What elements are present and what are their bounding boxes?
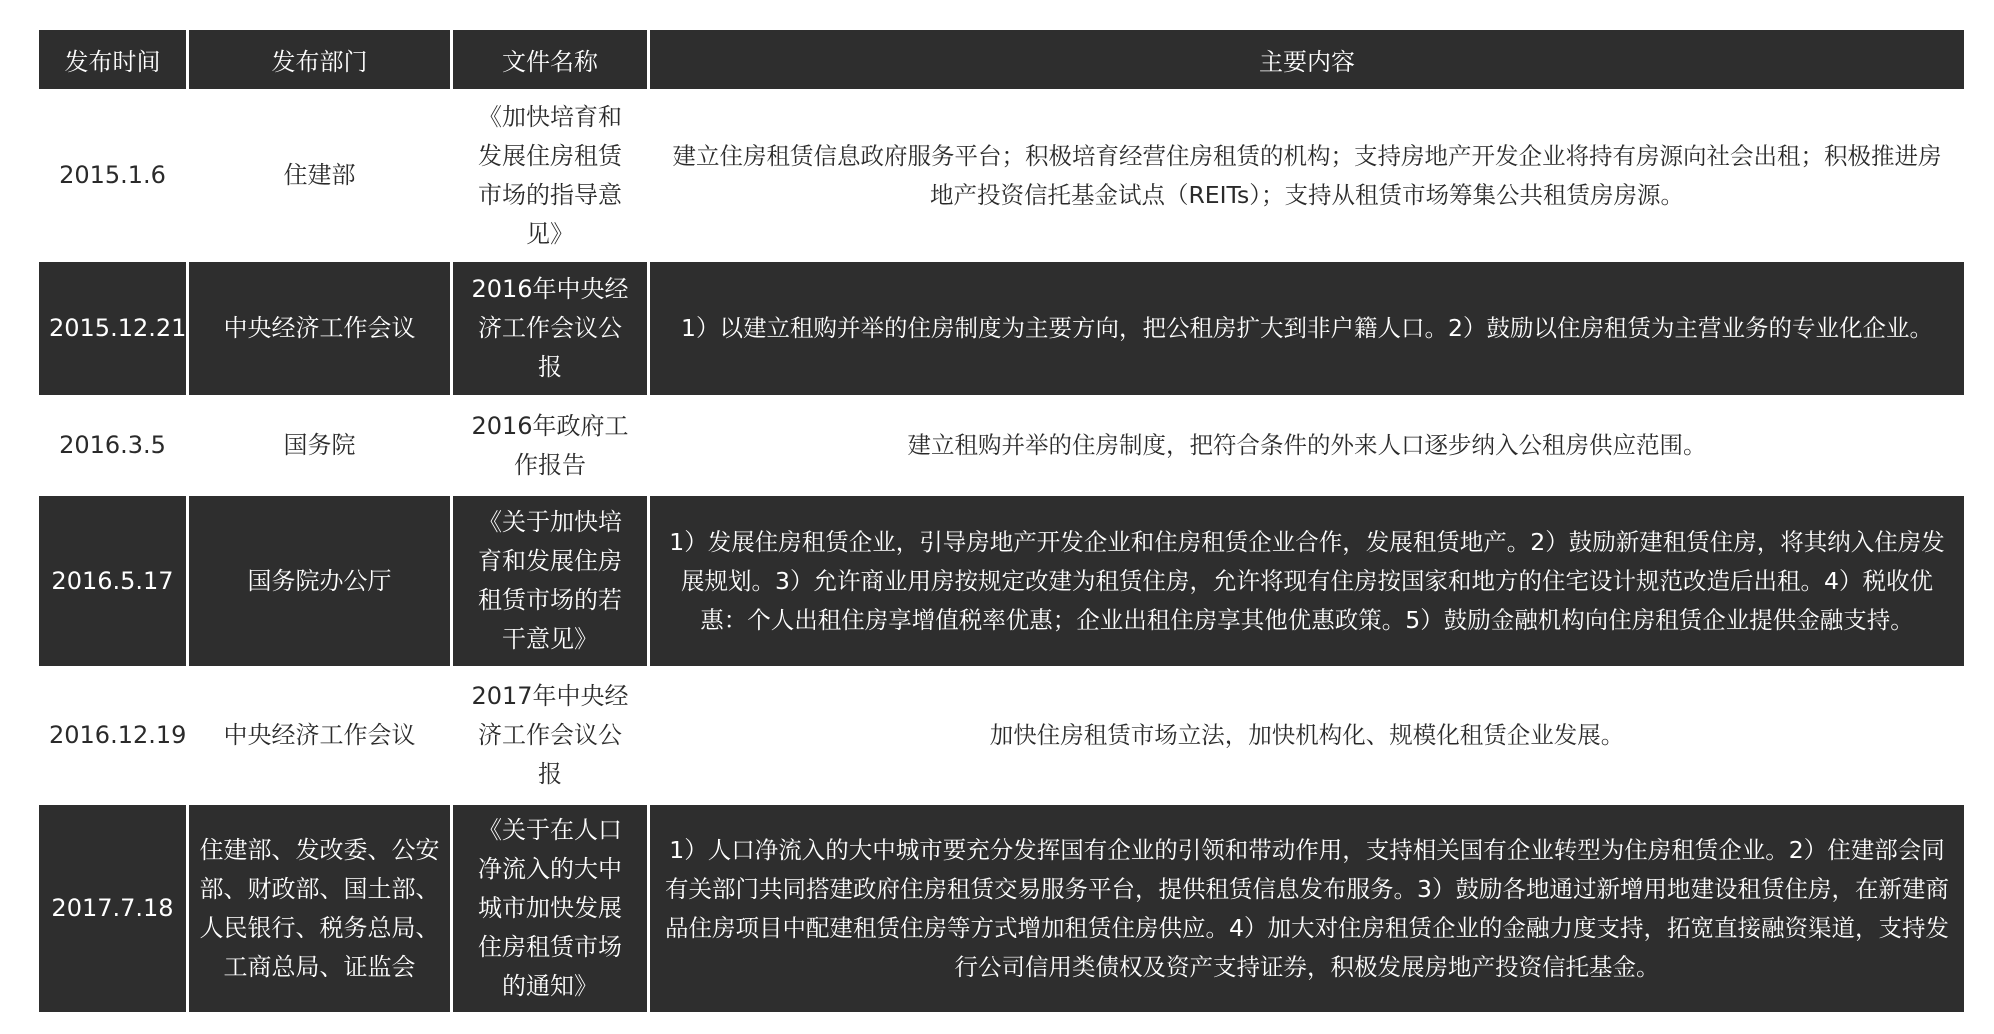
table-row	[39, 496, 1964, 666]
table-row	[39, 92, 1964, 259]
cell-department: 国务院	[189, 398, 450, 493]
cell-document: 2016年政府工作报告	[453, 398, 647, 493]
cell-document: 2016年中央经济工作会议公报	[453, 262, 647, 395]
cell-document: 《关于在人口净流入的大中城市加快发展住房租赁市场的通知》	[453, 805, 647, 1012]
cell-content: 1）以建立租购并举的住房制度为主要方向，把公租房扩大到非户籍人口。2）鼓励以住房租赁为主营业务的专业化企业。	[650, 262, 1964, 395]
header-date: 发布时间	[39, 30, 186, 89]
cell-date: 2015.12.21	[39, 262, 186, 395]
cell-department: 中央经济工作会议	[189, 262, 450, 395]
cell-content: 1）人口净流入的大中城市要充分发挥国有企业的引领和带动作用，支持相关国有企业转型为住房租赁企业。2）住建部会同有关部门共同搭建政府住房租赁交易服务平台，提供租赁信息发布服务。3）鼓励各地通过新增用地建设租赁住房，在新建商品住房项目中配建租赁住房等方式增加租赁住房供应。4）加大对住房租赁企业的金融力度支持，拓宽直接融资渠道，支持发行公司信用类债权及资产支持证券，积极发展房地产投资信托基金。	[650, 805, 1964, 1012]
header-department: 发布部门	[189, 30, 450, 89]
policy-table	[36, 27, 1967, 1015]
cell-document: 《加快培育和发展住房租赁市场的指导意见》	[453, 92, 647, 259]
table-row	[39, 262, 1964, 395]
cell-date: 2016.5.17	[39, 496, 186, 666]
table-row	[39, 669, 1964, 802]
table-row	[39, 398, 1964, 493]
cell-document: 2017年中央经济工作会议公报	[453, 669, 647, 802]
cell-content: 加快住房租赁市场立法，加快机构化、规模化租赁企业发展。	[650, 669, 1964, 802]
cell-content: 1）发展住房租赁企业，引导房地产开发企业和住房租赁企业合作，发展租赁地产。2）鼓励新建租赁住房，将其纳入住房发展规划。3）允许商业用房按规定改建为租赁住房，允许将现有住房按国家和地方的住宅设计规范改造后出租。4）税收优惠：个人出租住房享增值税率优惠；企业出租住房享其他优惠政策。5）鼓励金融机构向住房租赁企业提供金融支持。	[650, 496, 1964, 666]
cell-date: 2016.12.19	[39, 669, 186, 802]
header-content: 主要内容	[650, 30, 1964, 89]
cell-date: 2015.1.6	[39, 92, 186, 259]
cell-date: 2017.7.18	[39, 805, 186, 1012]
cell-date: 2016.3.5	[39, 398, 186, 493]
cell-document: 《关于加快培育和发展住房租赁市场的若干意见》	[453, 496, 647, 666]
cell-department: 国务院办公厅	[189, 496, 450, 666]
table-row	[39, 805, 1964, 1012]
cell-content: 建立住房租赁信息政府服务平台；积极培育经营住房租赁的机构；支持房地产开发企业将持有房源向社会出租；积极推进房地产投资信托基金试点（REITs）；支持从租赁市场筹集公共租赁房房源。	[650, 92, 1964, 259]
cell-department: 住建部、发改委、公安部、财政部、国土部、人民银行、税务总局、工商总局、证监会	[189, 805, 450, 1012]
table-header-row	[39, 30, 1964, 89]
cell-department: 中央经济工作会议	[189, 669, 450, 802]
header-document: 文件名称	[453, 30, 647, 89]
cell-content: 建立租购并举的住房制度，把符合条件的外来人口逐步纳入公租房供应范围。	[650, 398, 1964, 493]
cell-department: 住建部	[189, 92, 450, 259]
